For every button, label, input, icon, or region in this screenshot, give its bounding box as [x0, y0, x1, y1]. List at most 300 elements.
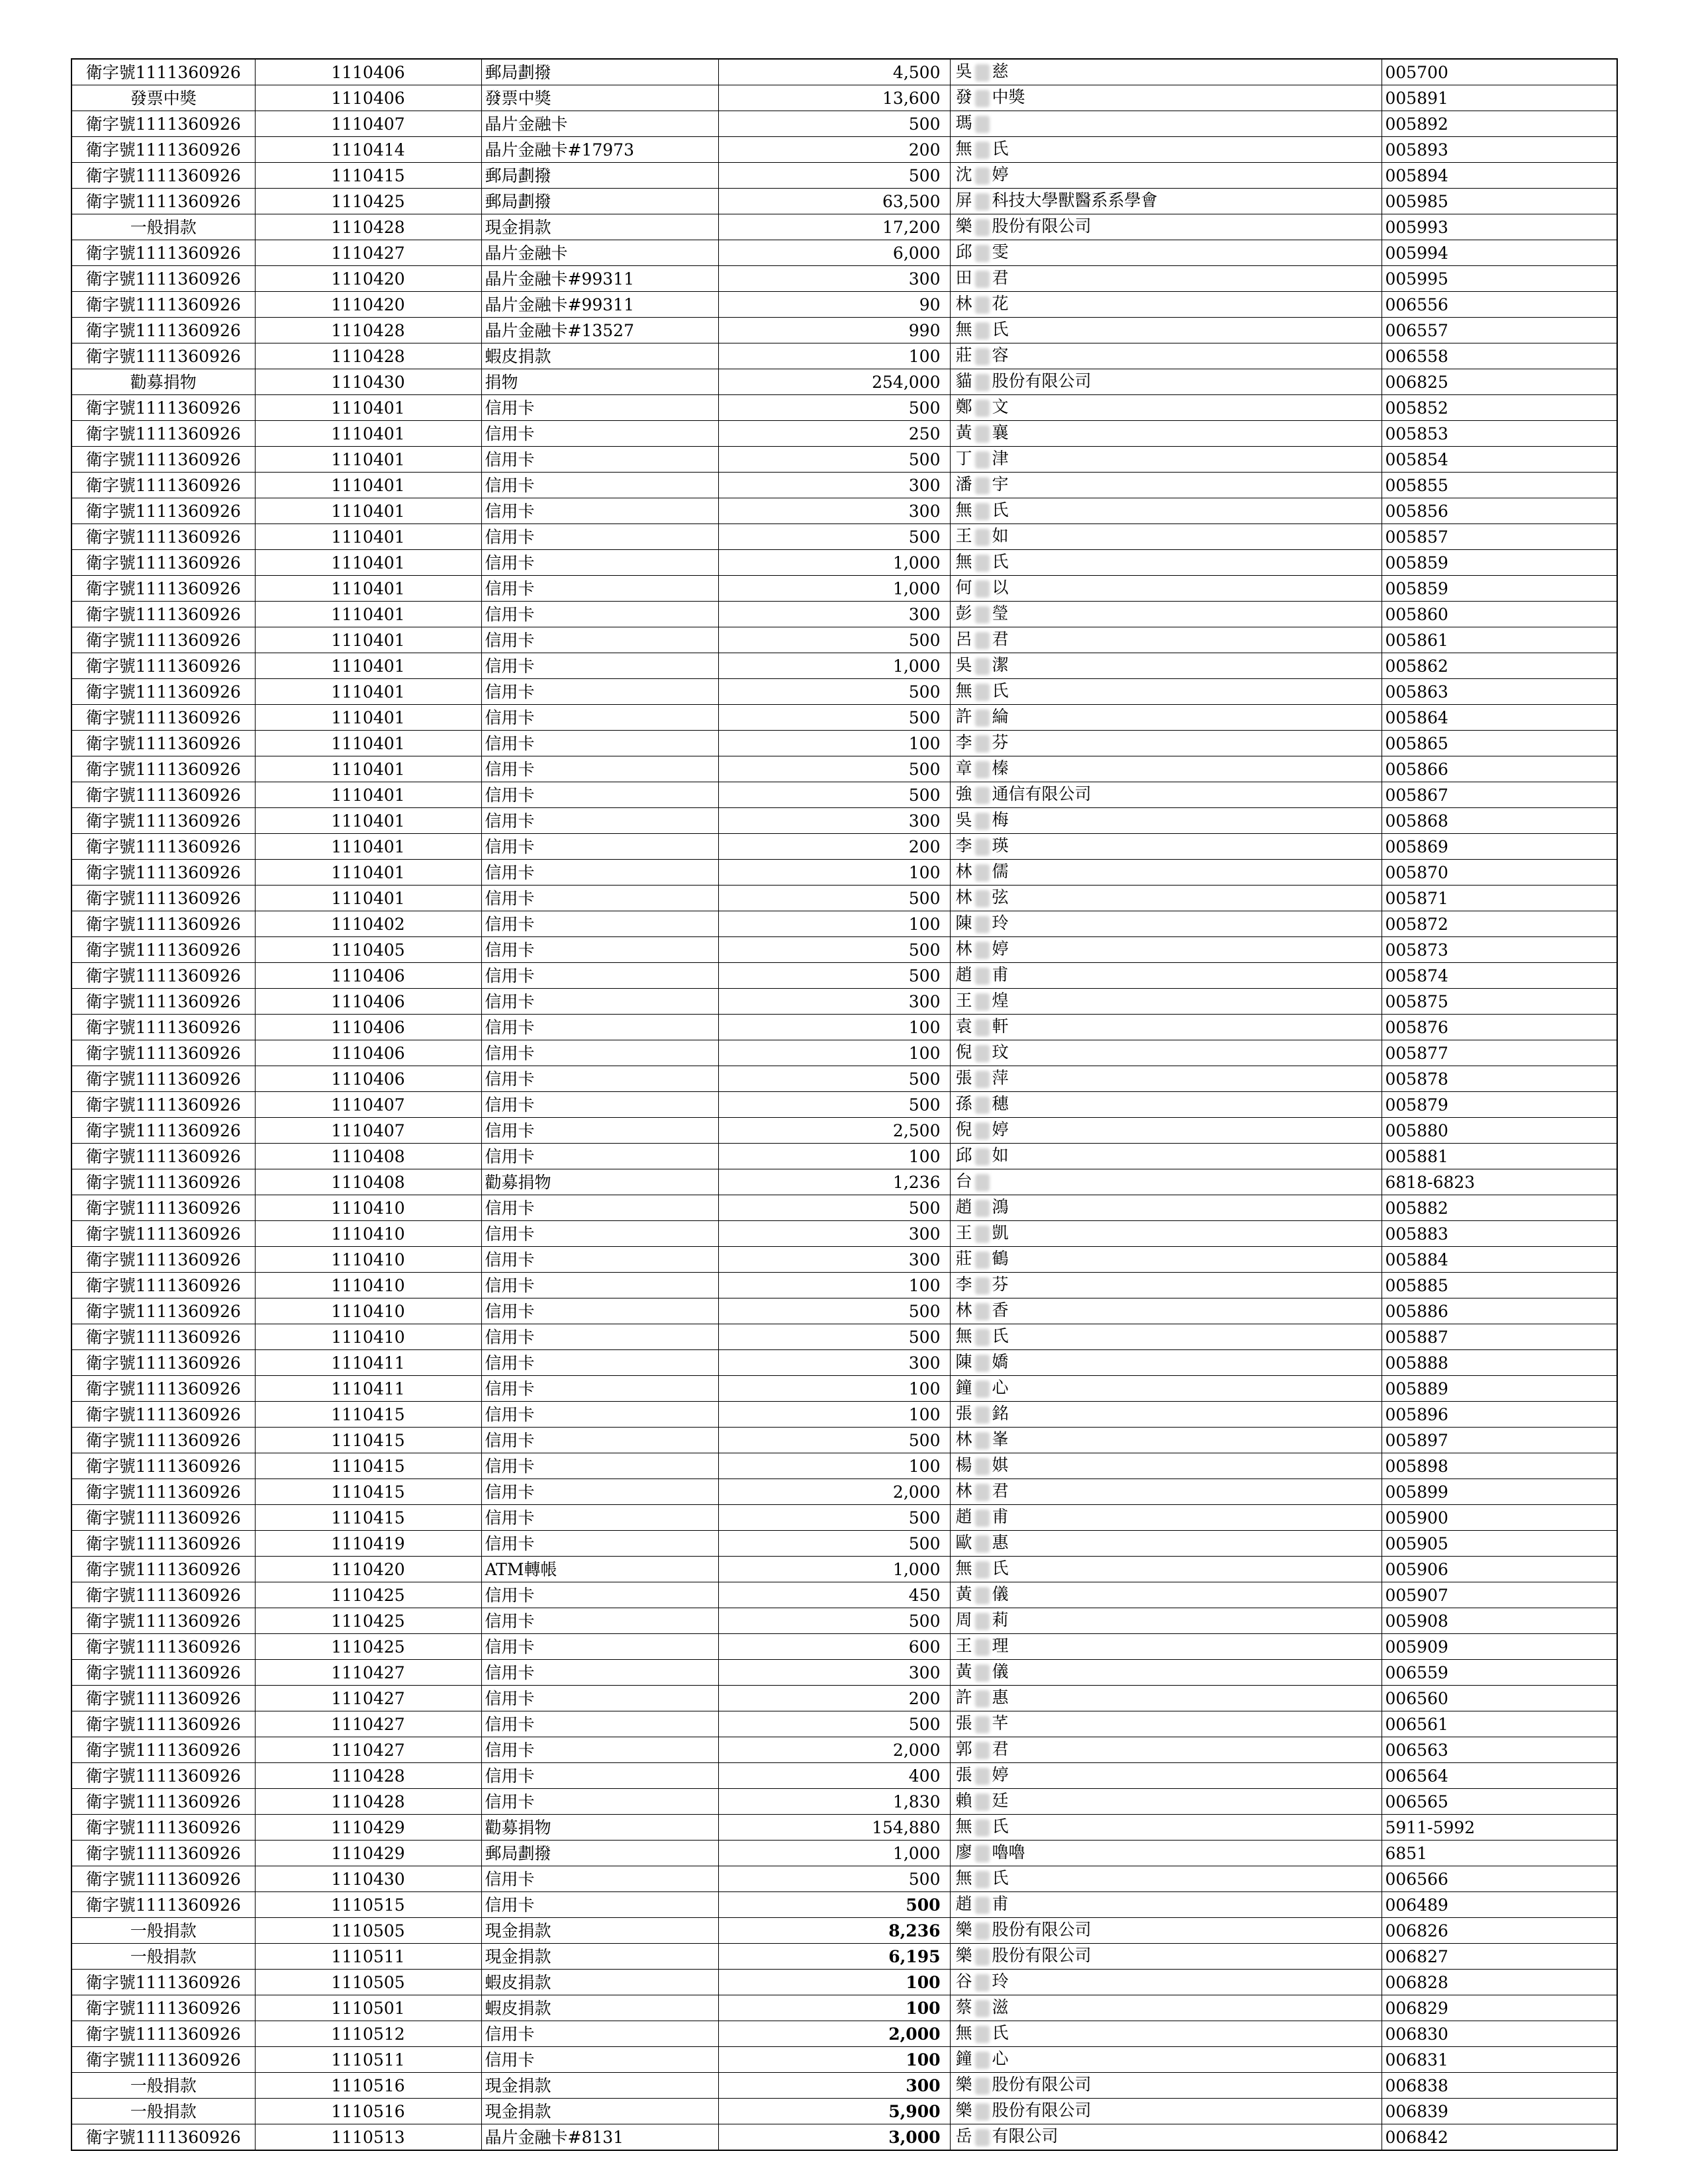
date-cell: 1110505 — [255, 1970, 481, 1995]
donor-name-cell — [950, 1453, 1382, 1479]
payment-method-cell: 信用卡 — [481, 1376, 718, 1402]
amount-cell: 5,900 — [718, 2099, 950, 2124]
donor-name-rest: 儀 — [992, 1662, 1009, 1682]
table-row — [71, 189, 1617, 214]
amount-cell: 500 — [718, 1505, 950, 1531]
table-row — [71, 1557, 1617, 1582]
table-row — [71, 911, 1617, 937]
payment-method-cell: 信用卡 — [481, 731, 718, 756]
payment-method-cell: 勸募捐物 — [481, 1169, 718, 1195]
donor-name-rest: 氏 — [992, 320, 1009, 340]
donor-name-rest: 氏 — [992, 1559, 1009, 1578]
payment-method-cell: 信用卡 — [481, 1582, 718, 1608]
donor-name-first-char: 田 — [955, 268, 972, 288]
donor-name-rest: 股份有限公司 — [992, 1946, 1092, 1966]
date-cell: 1110512 — [255, 2021, 481, 2047]
amount-cell: 300 — [718, 1221, 950, 1247]
donor-name-cell — [950, 473, 1382, 498]
table-row — [71, 860, 1617, 886]
amount-cell: 400 — [718, 1763, 950, 1789]
payment-method-cell: 信用卡 — [481, 937, 718, 963]
amount-cell: 90 — [718, 292, 950, 318]
payment-method-cell: 信用卡 — [481, 1350, 718, 1376]
amount-cell: 6,000 — [718, 240, 950, 266]
payment-method-cell: 信用卡 — [481, 989, 718, 1015]
donor-name-rest: 廷 — [992, 1791, 1009, 1811]
redaction-mark — [975, 1381, 990, 1398]
amount-cell: 500 — [718, 1531, 950, 1557]
table-row — [71, 1144, 1617, 1169]
donor-name-first-char: 強 — [955, 784, 972, 804]
permit-or-category-cell: 衛字號1111360926 — [71, 395, 255, 421]
redaction-mark — [975, 839, 990, 856]
permit-or-category-cell: 衛字號1111360926 — [71, 447, 255, 473]
table-row — [71, 1015, 1617, 1040]
redaction-mark — [975, 64, 990, 81]
date-cell: 1110411 — [255, 1350, 481, 1376]
table-row — [71, 756, 1617, 782]
permit-or-category-cell: 一般捐款 — [71, 2099, 255, 2124]
donor-name-rest: 穗 — [992, 1094, 1009, 1114]
payment-method-cell: 信用卡 — [481, 911, 718, 937]
permit-or-category-cell: 衛字號1111360926 — [71, 111, 255, 137]
permit-or-category-cell: 衛字號1111360926 — [71, 1970, 255, 1995]
donor-name-cell — [950, 1789, 1382, 1815]
permit-or-category-cell: 衛字號1111360926 — [71, 1092, 255, 1118]
table-row — [71, 1376, 1617, 1402]
amount-cell: 100 — [718, 1015, 950, 1040]
date-cell: 1110420 — [255, 1557, 481, 1582]
payment-method-cell: 信用卡 — [481, 524, 718, 550]
table-row — [71, 1995, 1617, 2021]
donor-name-first-char: 蔡 — [955, 1997, 972, 2017]
donor-name-cell — [950, 421, 1382, 447]
donor-name-cell — [950, 266, 1382, 292]
donor-name-first-char: 陳 — [955, 913, 972, 933]
redaction-mark — [975, 1432, 990, 1449]
amount-cell: 500 — [718, 395, 950, 421]
donor-name-rest: 有限公司 — [992, 2126, 1058, 2146]
table-row — [71, 1273, 1617, 1298]
amount-cell: 200 — [718, 1686, 950, 1711]
date-cell: 1110415 — [255, 1402, 481, 1428]
donor-name-rest: 鴻 — [992, 1197, 1009, 1217]
date-cell: 1110420 — [255, 266, 481, 292]
permit-or-category-cell: 衛字號1111360926 — [71, 1298, 255, 1324]
donor-name-cell — [950, 1815, 1382, 1841]
donor-name-rest: 君 — [992, 1739, 1009, 1759]
donor-name-cell — [950, 782, 1382, 808]
donor-name-cell — [950, 1582, 1382, 1608]
payment-method-cell: 晶片金融卡#17973 — [481, 137, 718, 163]
date-cell: 1110430 — [255, 369, 481, 395]
donation-records-table — [71, 58, 1618, 2151]
permit-or-category-cell: 衛字號1111360926 — [71, 1711, 255, 1737]
amount-cell: 8,236 — [718, 1918, 950, 1944]
donor-name-rest: 股份有限公司 — [992, 2101, 1092, 2120]
amount-cell: 1,000 — [718, 576, 950, 602]
donor-name-first-char: 歐 — [955, 1533, 972, 1553]
receipt-number-cell: 005909 — [1382, 1634, 1617, 1660]
amount-cell: 1,236 — [718, 1169, 950, 1195]
date-cell: 1110406 — [255, 1066, 481, 1092]
donor-name-first-char: 陳 — [955, 1352, 972, 1372]
date-cell: 1110425 — [255, 1634, 481, 1660]
receipt-number-cell: 005889 — [1382, 1376, 1617, 1402]
amount-cell: 100 — [718, 1040, 950, 1066]
payment-method-cell: 信用卡 — [481, 782, 718, 808]
donor-name-cell — [950, 1892, 1382, 1918]
permit-or-category-cell: 衛字號1111360926 — [71, 1789, 255, 1815]
table-row — [71, 214, 1617, 240]
donor-name-cell — [950, 989, 1382, 1015]
receipt-number-cell: 005874 — [1382, 963, 1617, 989]
donor-name-rest: 芬 — [992, 1275, 1009, 1295]
amount-cell: 1,000 — [718, 653, 950, 679]
receipt-number-cell: 005865 — [1382, 731, 1617, 756]
permit-or-category-cell: 衛字號1111360926 — [71, 473, 255, 498]
donor-name-rest: 甫 — [992, 965, 1009, 985]
payment-method-cell: 信用卡 — [481, 1298, 718, 1324]
amount-cell: 13,600 — [718, 85, 950, 111]
redaction-mark — [975, 942, 990, 959]
redaction-mark — [975, 1019, 990, 1036]
donor-name-rest: 容 — [992, 345, 1009, 365]
payment-method-cell: 勸募捐物 — [481, 1815, 718, 1841]
permit-or-category-cell: 衛字號1111360926 — [71, 1815, 255, 1841]
receipt-number-cell: 005894 — [1382, 163, 1617, 189]
table-row — [71, 782, 1617, 808]
donor-name-cell — [950, 1970, 1382, 1995]
payment-method-cell: 晶片金融卡#99311 — [481, 266, 718, 292]
date-cell: 1110425 — [255, 1582, 481, 1608]
redaction-mark — [975, 426, 990, 443]
payment-method-cell: 晶片金融卡#99311 — [481, 292, 718, 318]
table-row — [71, 1686, 1617, 1711]
receipt-number-cell: 005907 — [1382, 1582, 1617, 1608]
donor-name-rest: 芬 — [992, 733, 1009, 752]
receipt-number-cell: 005908 — [1382, 1608, 1617, 1634]
amount-cell: 500 — [718, 627, 950, 653]
donor-name-rest: 玲 — [992, 1972, 1009, 1991]
payment-method-cell: 現金捐款 — [481, 214, 718, 240]
donor-name-cell — [950, 1479, 1382, 1505]
permit-or-category-cell: 衛字號1111360926 — [71, 343, 255, 369]
redaction-mark — [975, 374, 990, 391]
table-row — [71, 524, 1617, 550]
donor-name-first-char: 林 — [955, 939, 972, 959]
receipt-number-cell: 005863 — [1382, 679, 1617, 705]
permit-or-category-cell: 衛字號1111360926 — [71, 421, 255, 447]
receipt-number-cell: 005882 — [1382, 1195, 1617, 1221]
donor-name-rest: 科技大學獸醫系系學會 — [992, 191, 1158, 210]
permit-or-category-cell: 衛字號1111360926 — [71, 576, 255, 602]
receipt-number-cell: 005898 — [1382, 1453, 1617, 1479]
redaction-mark — [975, 400, 990, 417]
date-cell: 1110406 — [255, 1040, 481, 1066]
date-cell: 1110401 — [255, 524, 481, 550]
date-cell: 1110401 — [255, 705, 481, 731]
donor-name-first-char: 黃 — [955, 1662, 972, 1682]
table-row — [71, 111, 1617, 137]
donor-name-rest: 香 — [992, 1300, 1009, 1320]
permit-or-category-cell: 衛字號1111360926 — [71, 834, 255, 860]
amount-cell: 300 — [718, 1350, 950, 1376]
donor-name-cell — [950, 1660, 1382, 1686]
table-row — [71, 576, 1617, 602]
donor-name-rest: 銘 — [992, 1404, 1009, 1424]
payment-method-cell: 信用卡 — [481, 834, 718, 860]
donor-name-rest: 花 — [992, 294, 1009, 314]
donor-name-cell — [950, 214, 1382, 240]
permit-or-category-cell: 衛字號1111360926 — [71, 1118, 255, 1144]
redaction-mark — [975, 2077, 990, 2095]
redaction-mark — [975, 1897, 990, 1914]
donor-name-cell — [950, 1428, 1382, 1453]
date-cell: 1110425 — [255, 189, 481, 214]
donor-name-rest: 芊 — [992, 1713, 1009, 1733]
table-row — [71, 1040, 1617, 1066]
redaction-mark — [975, 1329, 990, 1346]
payment-method-cell: 郵局劃撥 — [481, 59, 718, 85]
receipt-number-cell: 6818-6823 — [1382, 1169, 1617, 1195]
donor-name-cell — [950, 59, 1382, 85]
date-cell: 1110401 — [255, 834, 481, 860]
donor-name-first-char: 樂 — [955, 1920, 972, 1940]
redaction-mark — [975, 606, 990, 623]
redaction-mark — [975, 503, 990, 520]
donor-name-rest: 股份有限公司 — [992, 371, 1092, 391]
donor-name-first-char: 無 — [955, 1817, 972, 1837]
redaction-mark — [975, 580, 990, 598]
donor-name-cell — [950, 679, 1382, 705]
donor-name-first-char: 倪 — [955, 1042, 972, 1062]
date-cell: 1110405 — [255, 937, 481, 963]
redaction-mark — [975, 1716, 990, 1733]
donor-name-cell — [950, 756, 1382, 782]
redaction-mark — [975, 90, 990, 107]
table-row — [71, 1298, 1617, 1324]
donor-name-first-char: 楊 — [955, 1455, 972, 1475]
payment-method-cell: 信用卡 — [481, 1686, 718, 1711]
table-row — [71, 369, 1617, 395]
donor-name-cell — [950, 447, 1382, 473]
receipt-number-cell: 006831 — [1382, 2047, 1617, 2073]
amount-cell: 154,880 — [718, 1815, 950, 1841]
table-row — [71, 1866, 1617, 1892]
amount-cell: 4,500 — [718, 59, 950, 85]
donor-name-cell — [950, 808, 1382, 834]
donor-name-rest: 如 — [992, 526, 1009, 546]
redaction-mark — [975, 555, 990, 572]
donor-name-rest: 玟 — [992, 1042, 1009, 1062]
amount-cell: 200 — [718, 834, 950, 860]
table-row — [71, 447, 1617, 473]
table-row — [71, 1221, 1617, 1247]
donor-name-first-char: 吳 — [955, 62, 972, 81]
donor-name-first-char: 呂 — [955, 629, 972, 649]
amount-cell: 500 — [718, 705, 950, 731]
payment-method-cell: 晶片金融卡#8131 — [481, 2124, 718, 2151]
table-row — [71, 2047, 1617, 2073]
donor-name-rest: 氏 — [992, 552, 1009, 572]
redaction-mark — [975, 1948, 990, 1966]
receipt-number-cell: 5911-5992 — [1382, 1815, 1617, 1841]
date-cell: 1110410 — [255, 1324, 481, 1350]
donor-name-first-char: 沈 — [955, 165, 972, 185]
redaction-mark — [975, 296, 990, 314]
permit-or-category-cell: 衛字號1111360926 — [71, 292, 255, 318]
date-cell: 1110419 — [255, 1531, 481, 1557]
payment-method-cell: 信用卡 — [481, 1066, 718, 1092]
receipt-number-cell: 006565 — [1382, 1789, 1617, 1815]
receipt-number-cell: 005868 — [1382, 808, 1617, 834]
redaction-mark — [975, 1226, 990, 1243]
permit-or-category-cell: 衛字號1111360926 — [71, 911, 255, 937]
permit-or-category-cell: 衛字號1111360926 — [71, 266, 255, 292]
receipt-number-cell: 006830 — [1382, 2021, 1617, 2047]
donor-name-rest: 宇 — [992, 475, 1009, 494]
donor-name-cell — [950, 1298, 1382, 1324]
donor-name-first-char: 倪 — [955, 1120, 972, 1140]
amount-cell: 500 — [718, 111, 950, 137]
redaction-mark — [975, 1845, 990, 1862]
donor-name-cell — [950, 1944, 1382, 1970]
amount-cell: 500 — [718, 163, 950, 189]
receipt-number-cell: 006559 — [1382, 1660, 1617, 1686]
donor-name-first-char: 樂 — [955, 2075, 972, 2095]
donor-name-cell — [950, 1557, 1382, 1582]
donor-name-first-char: 許 — [955, 1688, 972, 1707]
receipt-number-cell: 006827 — [1382, 1944, 1617, 1970]
payment-method-cell: 晶片金融卡#13527 — [481, 318, 718, 343]
donor-name-rest: 鶴 — [992, 1249, 1009, 1269]
payment-method-cell: 信用卡 — [481, 550, 718, 576]
donor-name-first-char: 李 — [955, 733, 972, 752]
receipt-number-cell: 005869 — [1382, 834, 1617, 860]
payment-method-cell: 蝦皮捐款 — [481, 1995, 718, 2021]
donor-name-cell — [950, 1402, 1382, 1428]
donor-name-first-char: 賴 — [955, 1791, 972, 1811]
donor-name-first-char: 趙 — [955, 965, 972, 985]
table-row — [71, 989, 1617, 1015]
payment-method-cell: 信用卡 — [481, 705, 718, 731]
table-row — [71, 1841, 1617, 1866]
donor-name-first-char: 王 — [955, 526, 972, 546]
permit-or-category-cell: 衛字號1111360926 — [71, 1015, 255, 1040]
receipt-number-cell: 005856 — [1382, 498, 1617, 524]
table-row — [71, 1324, 1617, 1350]
date-cell: 1110516 — [255, 2073, 481, 2099]
redaction-mark — [975, 1690, 990, 1707]
donor-name-first-char: 彭 — [955, 604, 972, 623]
date-cell: 1110415 — [255, 163, 481, 189]
table-row — [71, 705, 1617, 731]
donor-name-first-char: 無 — [955, 552, 972, 572]
payment-method-cell: 信用卡 — [481, 1789, 718, 1815]
table-row — [71, 1195, 1617, 1221]
date-cell: 1110428 — [255, 318, 481, 343]
date-cell: 1110401 — [255, 421, 481, 447]
table-row — [71, 653, 1617, 679]
date-cell: 1110401 — [255, 447, 481, 473]
donor-name-cell — [950, 1040, 1382, 1066]
receipt-number-cell: 005880 — [1382, 1118, 1617, 1144]
donor-name-first-char: 林 — [955, 294, 972, 314]
donor-name-first-char: 樂 — [955, 216, 972, 236]
donor-name-cell — [950, 2099, 1382, 2124]
payment-method-cell: 信用卡 — [481, 679, 718, 705]
donor-name-rest: 氏 — [992, 500, 1009, 520]
permit-or-category-cell: 衛字號1111360926 — [71, 989, 255, 1015]
donor-name-cell — [950, 1711, 1382, 1737]
permit-or-category-cell: 衛字號1111360926 — [71, 1505, 255, 1531]
payment-method-cell: 信用卡 — [481, 860, 718, 886]
payment-method-cell: 信用卡 — [481, 1273, 718, 1298]
payment-method-cell: 信用卡 — [481, 1711, 718, 1737]
amount-cell: 300 — [718, 473, 950, 498]
permit-or-category-cell: 衛字號1111360926 — [71, 1144, 255, 1169]
donor-name-rest: 君 — [992, 1481, 1009, 1501]
amount-cell: 2,000 — [718, 2021, 950, 2047]
date-cell: 1110401 — [255, 731, 481, 756]
amount-cell: 100 — [718, 1144, 950, 1169]
receipt-number-cell: 006564 — [1382, 1763, 1617, 1789]
table-row — [71, 1066, 1617, 1092]
table-row — [71, 1453, 1617, 1479]
donor-name-first-char: 章 — [955, 758, 972, 778]
payment-method-cell: 信用卡 — [481, 1531, 718, 1557]
permit-or-category-cell: 衛字號1111360926 — [71, 1479, 255, 1505]
donor-name-rest: 文 — [992, 397, 1009, 417]
donor-name-rest: 氏 — [992, 1817, 1009, 1837]
permit-or-category-cell: 衛字號1111360926 — [71, 189, 255, 214]
permit-or-category-cell: 衛字號1111360926 — [71, 1892, 255, 1918]
date-cell: 1110401 — [255, 808, 481, 834]
table-row — [71, 550, 1617, 576]
date-cell: 1110429 — [255, 1815, 481, 1841]
amount-cell: 500 — [718, 937, 950, 963]
donor-name-rest: 凱 — [992, 1223, 1009, 1243]
table-row — [71, 1428, 1617, 1453]
receipt-number-cell: 006825 — [1382, 369, 1617, 395]
amount-cell: 100 — [718, 1995, 950, 2021]
donor-name-cell — [950, 498, 1382, 524]
receipt-number-cell: 005886 — [1382, 1298, 1617, 1324]
permit-or-category-cell: 一般捐款 — [71, 214, 255, 240]
table-row — [71, 1402, 1617, 1428]
payment-method-cell: 信用卡 — [481, 1040, 718, 1066]
donor-name-cell — [950, 1015, 1382, 1040]
redaction-mark — [975, 968, 990, 985]
donor-name-cell — [950, 343, 1382, 369]
amount-cell: 300 — [718, 602, 950, 627]
table-row — [71, 318, 1617, 343]
amount-cell: 300 — [718, 266, 950, 292]
donor-name-cell — [950, 602, 1382, 627]
permit-or-category-cell: 衛字號1111360926 — [71, 1324, 255, 1350]
amount-cell: 100 — [718, 731, 950, 756]
receipt-number-cell: 005859 — [1382, 550, 1617, 576]
redaction-mark — [975, 167, 990, 185]
redaction-mark — [975, 1277, 990, 1295]
receipt-number-cell: 005877 — [1382, 1040, 1617, 1066]
date-cell: 1110415 — [255, 1428, 481, 1453]
donor-name-first-char: 趙 — [955, 1507, 972, 1527]
donor-name-cell — [950, 1763, 1382, 1789]
permit-or-category-cell: 一般捐款 — [71, 2073, 255, 2099]
table-row — [71, 1531, 1617, 1557]
